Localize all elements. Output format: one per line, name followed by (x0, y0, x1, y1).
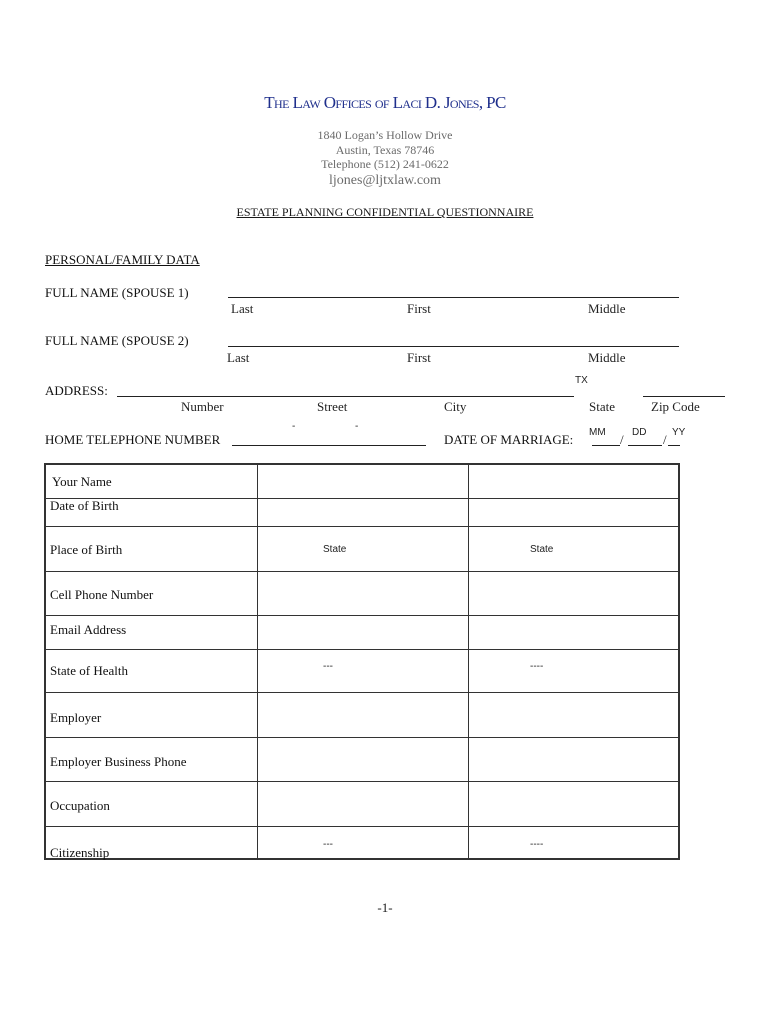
section-heading: PERSONAL/FAMILY DATA (45, 252, 200, 267)
marriage-year-field[interactable] (668, 445, 680, 446)
table-column-divider (257, 465, 258, 858)
table-row-divider (46, 498, 678, 499)
marriage-slash-1: / (620, 432, 624, 447)
spouse2-name-field[interactable] (228, 346, 679, 347)
spouse1-last-caption: Last (231, 301, 254, 316)
phone-separator-1: - (292, 421, 296, 432)
home-phone-field[interactable] (232, 445, 426, 446)
page-number: -1- (377, 900, 393, 915)
row-label-date-of-birth: Date of Birth (50, 498, 119, 513)
spouse2-last-caption: Last (227, 350, 250, 365)
spouse1-first-caption: First (407, 301, 431, 316)
table-row-divider (46, 737, 678, 738)
address-city-caption: City (444, 399, 467, 414)
spouse2-label: FULL NAME (SPOUSE 2) (45, 333, 189, 348)
firm-address-line2: Austin, Texas 78746 (335, 143, 435, 157)
row-label-your-name: Your Name (52, 474, 112, 489)
table-row-divider (46, 781, 678, 782)
row-label-place-of-birth: Place of Birth (50, 542, 123, 557)
spouse2-first-caption: First (407, 350, 431, 365)
table-row-divider (46, 526, 678, 527)
citizenship-note-2: ---- (530, 839, 544, 850)
address-number-caption: Number (181, 399, 224, 414)
marriage-month-field[interactable] (592, 445, 620, 446)
address-zip-caption: Zip Code (651, 399, 700, 414)
address-label: ADDRESS: (45, 383, 108, 398)
firm-telephone: Telephone (512) 241-0622 (321, 157, 449, 171)
zip-code-field[interactable] (643, 396, 725, 397)
marriage-date-label: DATE OF MARRIAGE: (444, 432, 574, 447)
table-row-divider (46, 615, 678, 616)
row-label-occupation: Occupation (50, 798, 110, 813)
row-label-citizenship: Citizenship (50, 845, 110, 860)
state-of-health-note-2: ---- (530, 661, 544, 672)
row-label-cell-phone: Cell Phone Number (50, 587, 154, 602)
spouse1-name-field[interactable] (228, 297, 679, 298)
spouse1-middle-caption: Middle (588, 301, 626, 316)
marriage-year-caption: YY (672, 427, 686, 438)
personal-data-table (44, 463, 680, 860)
table-column-divider (468, 465, 469, 858)
table-row-divider (46, 692, 678, 693)
spouse2-middle-caption: Middle (588, 350, 626, 365)
address-street-caption: Street (317, 399, 348, 414)
marriage-day-caption: DD (632, 427, 647, 438)
firm-address-line1: 1840 Logan’s Hollow Drive (317, 128, 453, 142)
firm-email: ljones@ljtxlaw.com (329, 173, 441, 188)
address-state-value: TX (575, 375, 588, 386)
state-of-health-note-1: --- (323, 661, 333, 672)
address-state-caption: State (589, 399, 615, 414)
table-row-divider (46, 571, 678, 572)
table-row-divider (46, 826, 678, 827)
marriage-day-field[interactable] (628, 445, 662, 446)
row-label-employer: Employer (50, 710, 102, 725)
marriage-slash-2: / (663, 432, 667, 447)
table-row-divider (46, 649, 678, 650)
row-label-state-of-health: State of Health (50, 663, 128, 678)
firm-name: The Law Offices of Laci D. Jones, PC (264, 93, 506, 112)
place-of-birth-state-note-1: State (323, 544, 347, 555)
row-label-employer-phone: Employer Business Phone (50, 754, 187, 769)
citizenship-note-1: --- (323, 839, 333, 850)
phone-separator-2: - (355, 421, 359, 432)
row-label-email: Email Address (50, 622, 127, 637)
place-of-birth-state-note-2: State (530, 544, 554, 555)
home-phone-label: HOME TELEPHONE NUMBER (45, 432, 221, 447)
marriage-month-caption: MM (589, 427, 606, 438)
document-title: ESTATE PLANNING CONFIDENTIAL QUESTIONNAIRE (236, 205, 534, 219)
address-field[interactable] (117, 396, 574, 397)
spouse1-label: FULL NAME (SPOUSE 1) (45, 285, 189, 300)
